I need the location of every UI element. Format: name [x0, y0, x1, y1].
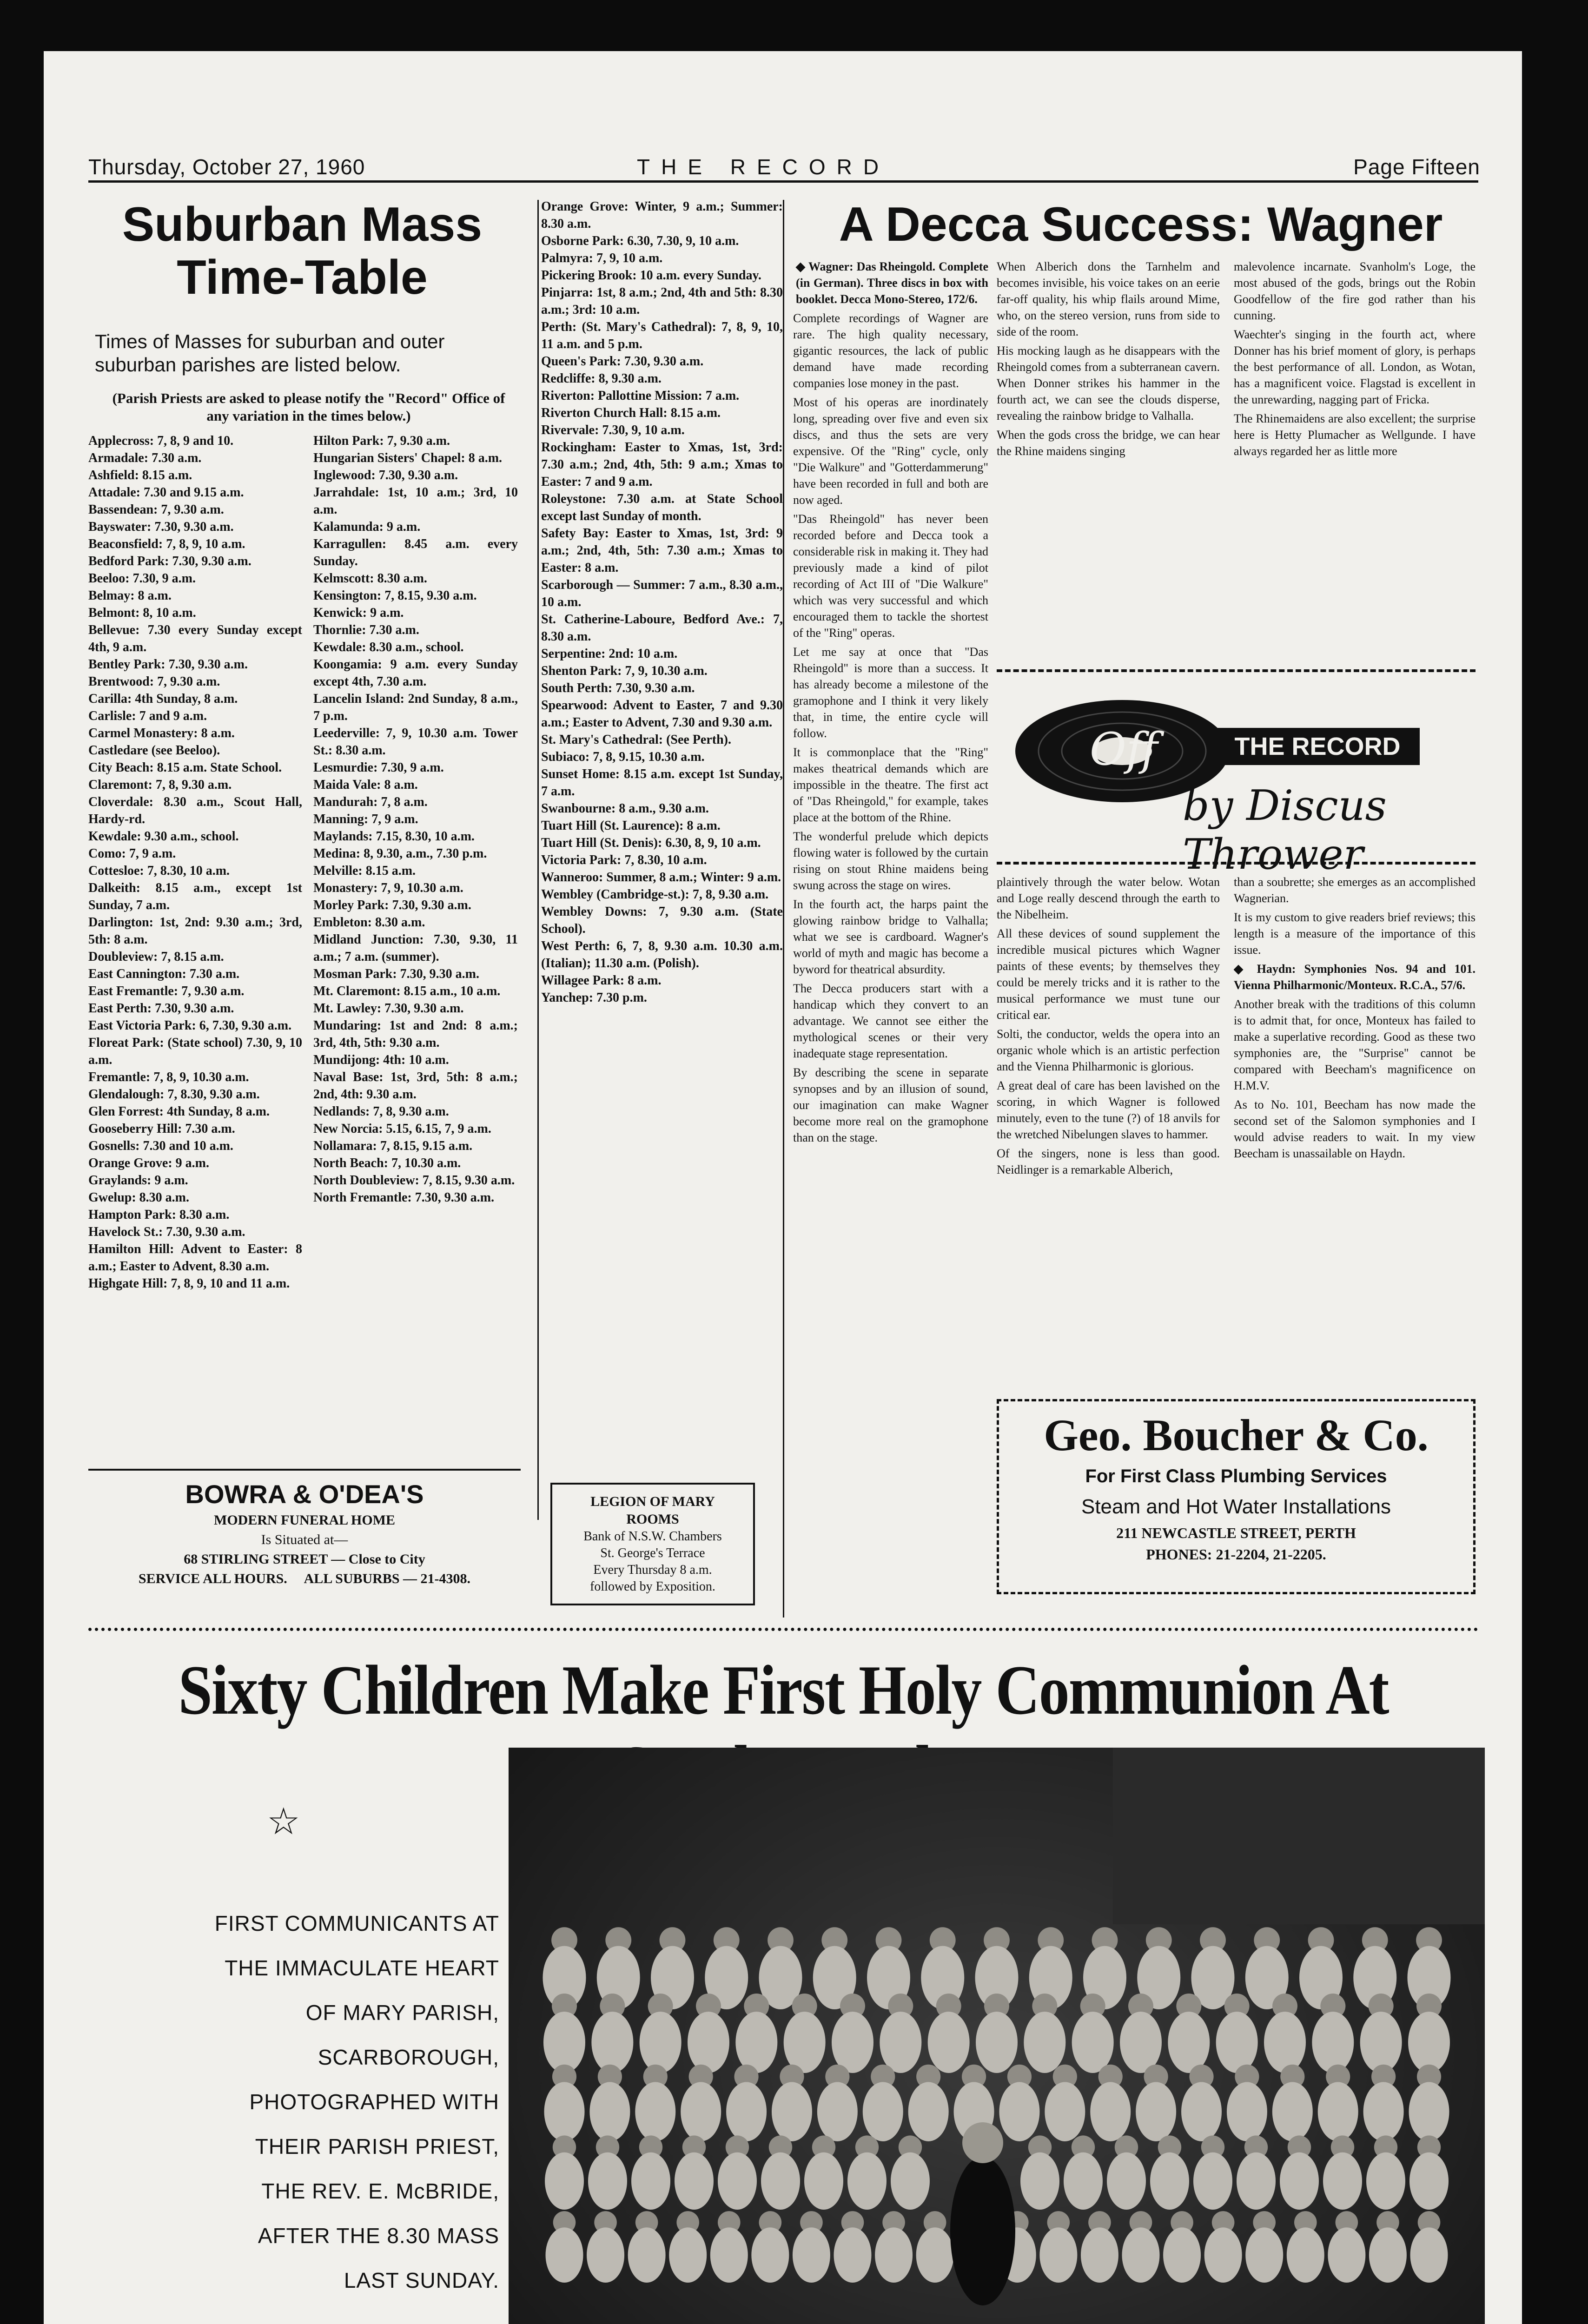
parish-entry: Gwelup: 8.30 a.m. [88, 1190, 189, 1205]
parish-entry: Gosnells: 7.30 and 10 a.m. [88, 1139, 233, 1153]
caption-line: OF MARY PARISH, [305, 2000, 499, 2025]
child-figure [1323, 2152, 1362, 2210]
parish-entry: Pickering Brook: 10 a.m. every Sunday. [541, 268, 761, 283]
parish-entry: Como: 7, 9 a.m. [88, 846, 176, 861]
parish-entry: Karragullen: 8.45 a.m. every Sunday. [313, 537, 518, 568]
child-figure [916, 2227, 954, 2283]
article-paragraph: A great deal of care has been lavished on the scoring, in which Wagner is followed minutely, even to the tune (?) of 18 anvils for the wretched Nibelungen slaves to hammer. [997, 1079, 1220, 1141]
child-figure [1072, 2012, 1114, 2073]
page-number: Page Fifteen [1353, 155, 1480, 179]
article-paragraph: plaintively through the water below. Wotan and Loge really descend through the earth to the Nibelheim. [997, 875, 1220, 921]
parish-entry: Rivervale: 7.30, 9, 10 a.m. [541, 423, 685, 437]
parish-entry: Mosman Park: 7.30, 9.30 a.m. [313, 967, 479, 981]
parish-entry: Wembley (Cambridge-st.): 7, 8, 9.30 a.m. [541, 887, 769, 902]
parish-entry: Carmel Monastery: 8 a.m. [88, 726, 235, 740]
caption-line: AFTER THE 8.30 MASS [258, 2224, 499, 2248]
caption-line: SCARBOROUGH, [318, 2045, 499, 2069]
parish-entry: Riverton: Pallottine Mission: 7 a.m. [541, 389, 740, 403]
child-figure [1181, 2082, 1222, 2141]
child-figure [847, 2152, 887, 2210]
parish-entry: Cottesloe: 7, 8.30, 10 a.m. [88, 864, 230, 878]
parish-entry: East Perth: 7.30, 9.30 a.m. [88, 1001, 234, 1016]
child-figure [804, 2152, 843, 2210]
parish-entry: Armadale: 7.30 a.m. [88, 451, 202, 465]
child-figure [688, 2012, 729, 2073]
parish-entry: Swanbourne: 8 a.m., 9.30 a.m. [541, 801, 709, 816]
ad-rule [88, 1469, 521, 1471]
boucher-line-4: PHONES: 21-2204, 21-2205. [1146, 1546, 1326, 1563]
child-figure [793, 2227, 830, 2283]
parish-entry: North Doubleview: 7, 8.15, 9.30 a.m. [313, 1173, 515, 1188]
parish-entry: Maida Vale: 8 a.m. [313, 778, 418, 792]
logo-byline: by Discus Thrower [1183, 781, 1387, 879]
child-figure [1245, 2227, 1283, 2283]
bowra-ad [88, 1478, 521, 1589]
parish-entry: Glen Forrest: 4th Sunday, 8 a.m. [88, 1104, 270, 1119]
parish-entry: Victoria Park: 7, 8.30, 10 a.m. [541, 853, 707, 867]
article-paragraph: It is commonplace that the "Ring" makes theatrical demands which are impossible in the theatre. The first act of "Das Rheingold," for example, takes place at the bottom of the Rhine. [793, 746, 988, 824]
parish-entry: Floreat Park: (State school) 7.30, 9, 10 a.m. [88, 1036, 302, 1067]
parish-entry: Ashfield: 8.15 a.m. [88, 468, 192, 482]
child-figure [880, 2012, 921, 2073]
parish-entry: Darlington: 1st, 2nd: 9.30 a.m.; 3rd, 5th: 8 a.m. [88, 915, 302, 947]
parish-entry: Kelmscott: 8.30 a.m. [313, 571, 427, 586]
child-figure [1081, 2227, 1118, 2283]
legion-line-4: St. George's Terrace [600, 1546, 705, 1560]
child-figure [1024, 2012, 1065, 2073]
article-paragraph: Solti, the conductor, welds the opera into an organic whole which is an artistic perfection and the Vienna Philharmonic is glorious. [997, 1027, 1220, 1073]
child-figure [1410, 2227, 1448, 2283]
child-figure [1107, 2152, 1146, 2210]
child-figure [1312, 2012, 1354, 2073]
child-figure [891, 2152, 930, 2210]
child-figure [863, 2082, 903, 2141]
parish-entry: Hungarian Sisters' Chapel: 8 a.m. [313, 451, 503, 465]
article-paragraph: Another break with the traditions of this column is to admit that, for once, Monteux has failed to make a superlative recording. Good as these two symphonies are, the "Surprise" cannot be compared with Beecham's magnificence on H.M.V. [1234, 997, 1476, 1092]
article-paragraph: The Decca producers start with a handicap which they convert to an advantage. We cannot see either the mythological scenes or their very inadequate stage representation. [793, 982, 988, 1060]
child-figure [1090, 2082, 1131, 2141]
article-paragraph: His mocking laugh as he disappears with the Rheingold comes from a subterranean cavern. When Donner strikes his hammer in the fourth act, we can see the clouds disperse, revealing the rainbow bridge to Valhalla. [997, 344, 1220, 423]
child-figure [1369, 2227, 1407, 2283]
child-figure [681, 2082, 721, 2141]
parish-entry: Bayswater: 7.30, 9.30 a.m. [88, 520, 234, 534]
parish-entry: Sunset Home: 8.15 a.m. except 1st Sunday, 7 a.m. [541, 767, 783, 799]
paper-name: THE RECORD [637, 155, 890, 179]
parish-entry: Kalamunda: 9 a.m. [313, 520, 421, 534]
bowra-line-3: 68 STIRLING STREET — Close to City [184, 1552, 425, 1567]
mass-list-column-2 [313, 432, 518, 1446]
parish-entry: Spearwood: Advent to Easter, 7 and 9.30 a.m.; Easter to Advent, 7.30 and 9.30 a.m. [541, 698, 783, 730]
parish-entry: Manning: 7, 9 a.m. [313, 812, 418, 826]
child-figure [817, 2082, 858, 2141]
child-figure [710, 2227, 748, 2283]
parish-entry: Highgate Hill: 7, 8, 9, 10 and 11 a.m. [88, 1276, 290, 1291]
parish-entry: Thornlie: 7.30 a.m. [313, 623, 419, 637]
parish-entry: Monastery: 7, 9, 10.30 a.m. [313, 881, 463, 895]
parish-entry: Bedford Park: 7.30, 9.30 a.m. [88, 554, 251, 568]
child-figure [726, 2082, 767, 2141]
parish-entry: Lesmurdie: 7.30, 9 a.m. [313, 760, 444, 775]
parish-entry: St. Catherine-Laboure, Bedford Ave.: 7, 8.30 a.m. [541, 612, 783, 644]
parish-entry: Melville: 8.15 a.m. [313, 864, 416, 878]
bowra-line-4: SERVICE ALL HOURS. ALL SUBURBS — 21-4308. [138, 1571, 471, 1586]
parish-entry: Palmyra: 7, 9, 10 a.m. [541, 251, 663, 265]
star-icon: ☆ [267, 1802, 300, 1842]
boucher-name: Geo. Boucher & Co. [1044, 1410, 1429, 1460]
child-figure [1287, 2227, 1324, 2283]
parish-entry: Leederville: 7, 9, 10.30 a.m. Tower St.: 8.30 a.m. [313, 726, 518, 758]
child-figure [1280, 2152, 1319, 2210]
parish-entry: New Norcia: 5.15, 6.15, 7, 9 a.m. [313, 1122, 491, 1136]
newspaper-page [44, 51, 1522, 2324]
parish-entry: Perth: (St. Mary's Cathedral): 7, 8, 9, 10, 11 a.m. and 5 p.m. [541, 320, 783, 351]
parish-entry: St. Mary's Cathedral: (See Perth). [541, 733, 732, 747]
parish-entry: South Perth: 7.30, 9.30 a.m. [541, 681, 695, 695]
article-paragraph: The wonderful prelude which depicts flowing water is followed by the curtain rising on stout Rhine maidens being swung across the stage on wires. [793, 830, 988, 892]
decca-column-1 [793, 258, 988, 1606]
legion-line-5: Every Thursday 8 a.m. [593, 1563, 712, 1577]
issue-date: Thursday, October 27, 1960 [88, 155, 365, 179]
article-paragraph: "Das Rheingold" has never been recorded before and Decca took a considerable risk in making it. They had previously made a kind of pilot recording of Act III of "Die Walkure" which was very successful and which encouraged them to tackle the shortest of the "Ring" operas. [793, 512, 988, 640]
child-figure [635, 2082, 675, 2141]
child-figure [832, 2012, 873, 2073]
child-figure [1193, 2152, 1232, 2210]
logo-word-off: Off [1090, 723, 1158, 775]
child-figure [1227, 2082, 1267, 2141]
parish-entry: Beaconsfield: 7, 8, 9, 10 a.m. [88, 537, 245, 551]
parish-entry: Mt. Lawley: 7.30, 9.30 a.m. [313, 1001, 464, 1016]
parish-entry: Osborne Park: 6.30, 7.30, 9, 10 a.m. [541, 234, 739, 248]
article-paragraph: Complete recordings of Wagner are rare. The high quality necessary, gigantic resources, the lack of public demand have made recording companies lose money in the past. [793, 311, 988, 390]
parish-entry: Tuart Hill (St. Denis): 6.30, 8, 9, 10 a.m. [541, 836, 761, 850]
article-paragraph: malevolence incarnate. Svanholm's Loge, the most abused of the gods, brings out the Robin Goodfellow of the fire god rather than his cunning. [1234, 260, 1476, 322]
parish-entry: Roleystone: 7.30 a.m. at State School except last Sunday of month. [541, 492, 783, 523]
section-divider [88, 1628, 1478, 1631]
parish-entry: Scarborough — Summer: 7 a.m., 8.30 a.m., 10 a.m. [541, 578, 783, 609]
article-paragraph: All these devices of sound supplement the incredible musical pictures which Wagner paints of these events; by themselves they could be merely tricks and it is rather to the musical performance we must tune our critical ear. [997, 927, 1220, 1022]
child-figure [1408, 2012, 1450, 2073]
child-figure [718, 2152, 757, 2210]
parish-entry: Carilla: 4th Sunday, 8 a.m. [88, 692, 238, 706]
parish-entry: Kewdale: 8.30 a.m., school. [313, 640, 464, 654]
parish-entry: Tuart Hill (St. Laurence): 8 a.m. [541, 819, 721, 833]
child-figure [669, 2227, 707, 2283]
child-figure [1039, 2227, 1077, 2283]
legion-line-2: ROOMS [626, 1512, 679, 1527]
parish-entry: East Victoria Park: 6, 7.30, 9.30 a.m. [88, 1018, 292, 1033]
article-paragraph: In the fourth act, the harps paint the glowing rainbow bridge to Valhalla; what we see is cardboard. Wagner's world of myth and magic has become a byword for theatrical absurdity. [793, 898, 988, 976]
parish-entry: Bentley Park: 7.30, 9.30 a.m. [88, 657, 248, 672]
parish-entry: Fremantle: 7, 8, 9, 10.30 a.m. [88, 1070, 249, 1084]
parish-entry: Orange Grove: 9 a.m. [88, 1156, 209, 1170]
masthead-rule [88, 180, 1478, 183]
decca-headline: A Decca Success: Wagner [839, 198, 1443, 251]
parish-entry: Mundijong: 4th: 10 a.m. [313, 1053, 449, 1067]
child-figure [1409, 2152, 1449, 2210]
parish-entry: Nollamara: 7, 8.15, 9.15 a.m. [313, 1139, 473, 1153]
child-figure [772, 2082, 812, 2141]
boucher-line-1: For First Class Plumbing Services [1085, 1466, 1387, 1486]
parish-entry: Beeloo: 7.30, 9 a.m. [88, 571, 196, 586]
parish-entry: Glendalough: 7, 8.30, 9.30 a.m. [88, 1087, 260, 1102]
legion-line-6: followed by Exposition. [590, 1579, 715, 1594]
bowra-line-2: Is Situated at— [261, 1532, 348, 1547]
child-figure [1360, 2012, 1402, 2073]
child-figure [628, 2227, 666, 2283]
legion-of-mary-ad [550, 1483, 755, 1605]
parish-entry: Redcliffe: 8, 9.30 a.m. [541, 371, 662, 386]
article-paragraph: Waechter's singing in the fourth act, where Donner has his brief moment of glory, is perhaps the best performance of all. London, as Wotan, has a magnificent voice. Flagstad is excellent in the unrewarding, nagging part of Fricka. [1234, 328, 1476, 406]
legion-line-1: LEGION OF MARY [590, 1494, 715, 1509]
child-figure [1237, 2152, 1276, 2210]
child-figure [1272, 2082, 1313, 2141]
parish-entry: Dalkeith: 8.15 a.m., except 1st Sunday, 7 a.m. [88, 881, 302, 912]
child-figure [1409, 2082, 1449, 2141]
child-figure [784, 2012, 826, 2073]
child-figure [640, 2012, 682, 2073]
parish-entry: Koongamia: 9 a.m. every Sunday except 4th, 7.30 a.m. [313, 657, 518, 689]
column-rule [537, 200, 539, 1520]
parish-entry: Havelock St.: 7.30, 9.30 a.m. [88, 1225, 245, 1239]
parish-entry: Medina: 8, 9.30, a.m., 7.30 p.m. [313, 846, 487, 861]
mass-timetable-note: (Parish Priests are asked to please notify the "Record" Office of any variation in the times below.) [112, 390, 505, 424]
parish-entry: Yanchep: 7.30 p.m. [541, 990, 647, 1005]
child-figure [1318, 2082, 1358, 2141]
parish-entry: Mt. Claremont: 8.15 a.m., 10 a.m. [313, 984, 501, 998]
parish-entry: Orange Grove: Winter, 9 a.m.; Summer: 8.30 a.m. [541, 199, 783, 231]
child-figure [1363, 2082, 1404, 2141]
parish-entry: North Beach: 7, 10.30 a.m. [313, 1156, 461, 1170]
parish-entry: Bassendean: 7, 9.30 a.m. [88, 502, 224, 517]
caption-line: THEIR PARISH PRIEST, [255, 2134, 499, 2159]
child-figure [589, 2082, 630, 2141]
decca-column-2-bottom [997, 874, 1220, 1394]
parish-entry: Bellevue: 7.30 every Sunday except 4th, 9 a.m. [88, 623, 302, 654]
parish-entry: Hampton Park: 8.30 a.m. [88, 1208, 230, 1222]
child-figure [1150, 2152, 1189, 2210]
parish-entry: Serpentine: 2nd: 10 a.m. [541, 647, 678, 661]
bowra-line-1: MODERN FUNERAL HOME [214, 1512, 395, 1528]
parish-entry: Shenton Park: 7, 9, 10.30 a.m. [541, 664, 708, 678]
child-figure [928, 2012, 970, 2073]
column-rule [783, 200, 784, 1618]
parish-entry: Hilton Park: 7, 9.30 a.m. [313, 434, 450, 448]
parish-entry: West Perth: 6, 7, 8, 9.30 a.m. 10.30 a.m. (Italian); 11.30 a.m. (Polish). [541, 939, 783, 971]
parish-entry: Kenwick: 9 a.m. [313, 606, 404, 620]
parish-entry: Mandurah: 7, 8 a.m. [313, 795, 428, 809]
parish-entry: Rockingham: Easter to Xmas, 1st, 3rd: 7.30 a.m.; 2nd, 4th, 5th: 9 a.m.; Xmas to Easter: 7 and 9 a.m. [541, 440, 783, 489]
child-figure [735, 2012, 777, 2073]
child-figure [1064, 2152, 1103, 2210]
group-photograph [509, 1748, 1485, 2324]
parish-entry: Embleton: 8.30 a.m. [313, 915, 425, 930]
parish-entry: Naval Base: 1st, 3rd, 5th: 8 a.m.; 2nd, 4th: 9.30 a.m. [313, 1070, 518, 1102]
decca-column-2-top [997, 258, 1220, 658]
parish-entry: Jarrahdale: 1st, 10 a.m.; 3rd, 10 a.m. [313, 485, 518, 517]
child-figure [1216, 2012, 1258, 2073]
haydn-record-line: Haydn: Symphonies Nos. 94 and 101. Vienna Philharmonic/Monteux. R.C.A., 57/6. [1234, 962, 1476, 992]
parish-entry: Graylands: 9 a.m. [88, 1173, 188, 1188]
column-logo [997, 669, 1476, 879]
article-paragraph: When the gods cross the bridge, we can hear the Rhine maidens singing [997, 428, 1220, 458]
child-figure [1120, 2012, 1162, 2073]
parish-entry: Midland Junction: 7.30, 9.30, 11 a.m.; 7 a.m. (summer). [313, 932, 518, 964]
child-figure [1020, 2152, 1059, 2210]
photo-caption [90, 1901, 499, 2303]
parish-entry: Mundaring: 1st and 2nd: 8 a.m.; 3rd, 4th, 5th: 9.30 a.m. [313, 1018, 518, 1050]
boucher-line-2: Steam and Hot Water Installations [1081, 1495, 1391, 1518]
child-figure [546, 2227, 583, 2283]
parish-entry: City Beach: 8.15 a.m. State School. [88, 760, 282, 775]
child-figure [834, 2227, 872, 2283]
parish-entry: Safety Bay: Easter to Xmas, 1st, 3rd: 9 a.m.; 2nd, 4th, 5th: 7.30 a.m.; Xmas to Easter: 8 a.m. [541, 526, 783, 575]
parish-entry: Gooseberry Hill: 7.30 a.m. [88, 1122, 235, 1136]
caption-line: FIRST COMMUNICANTS AT [214, 1911, 499, 1935]
communion-headline: Sixty Children Make First Holy Communion At [178, 1651, 1389, 1730]
boucher-line-3: 211 NEWCASTLE STREET, PERTH [1116, 1525, 1356, 1541]
record-bullet-icon: ◆ [796, 260, 808, 273]
parish-entry: Castledare (see Beeloo). [88, 743, 220, 758]
child-figure [1328, 2227, 1365, 2283]
child-figure [675, 2152, 714, 2210]
child-figure [1204, 2227, 1242, 2283]
child-figure [545, 2152, 584, 2210]
parish-entry: Morley Park: 7.30, 9.30 a.m. [313, 898, 471, 912]
parish-entry: Hamilton Hill: Advent to Easter: 8 a.m.; Easter to Advent, 8.30 a.m. [88, 1242, 302, 1274]
child-figure [1163, 2227, 1201, 2283]
parish-entry: Queen's Park: 7.30, 9.30 a.m. [541, 354, 704, 369]
mass-timetable-title: Suburban Mass Time-Table [122, 198, 483, 305]
parish-entry: Belmont: 8, 10 a.m. [88, 606, 196, 620]
parish-entry: Pinjarra: 1st, 8 a.m.; 2nd, 4th and 5th: 8.30 a.m.; 3rd: 10 a.m. [541, 285, 783, 317]
parish-entry: Riverton Church Hall: 8.15 a.m. [541, 406, 721, 420]
parish-entry: Wembley Downs: 7, 9.30 a.m. (State School). [541, 905, 783, 936]
child-figure [1168, 2012, 1210, 2073]
mass-timetable-intro: Times of Masses for suburban and outer suburban parishes are listed below. [95, 330, 445, 376]
child-figure [999, 2082, 1039, 2141]
article-paragraph: When Alberich dons the Tarnhelm and becomes invisible, his voice takes on an eerie far-off quality, his whip flails around Mime, who, on the stereo version, runs from side to side of the room. [997, 260, 1220, 338]
parish-entry: Wanneroo: Summer, 8 a.m.; Winter: 9 a.m. [541, 870, 781, 885]
parish-entry: Maylands: 7.15, 8.30, 10 a.m. [313, 829, 475, 844]
article-paragraph: The Rhinemaidens are also excellent; the surprise here is Hetty Plumacher as Wellgunde. I have always regarded her as little more [1234, 412, 1476, 458]
caption-line: LAST SUNDAY. [344, 2268, 499, 2292]
child-figure [976, 2012, 1018, 2073]
parish-entry: Belmay: 8 a.m. [88, 588, 172, 603]
caption-line: PHOTOGRAPHED WITH [249, 2090, 499, 2114]
child-figure [1264, 2012, 1306, 2073]
mass-list-column-1 [88, 432, 302, 1455]
child-figure [543, 2012, 585, 2073]
parish-entry: Cloverdale: 8.30 a.m., Scout Hall, Hardy-rd. [88, 795, 302, 826]
parish-entry: Nedlands: 7, 8, 9.30 a.m. [313, 1104, 449, 1119]
logo-word-the-record: THE RECORD [1215, 728, 1420, 765]
parish-entry: North Fremantle: 7.30, 9.30 a.m. [313, 1190, 495, 1205]
child-figure [761, 2152, 800, 2210]
bowra-name: BOWRA & O'DEA'S [185, 1479, 424, 1509]
parish-entry: Kensington: 7, 8.15, 9.30 a.m. [313, 588, 477, 603]
caption-line: THE IMMACULATE HEART [225, 1956, 499, 1980]
child-figure [631, 2152, 670, 2210]
article-paragraph: It is my custom to give readers brief reviews; this length is a measure of the importance of this issue. [1234, 911, 1476, 957]
child-figure [588, 2152, 627, 2210]
child-figure [908, 2082, 949, 2141]
child-figure [587, 2227, 624, 2283]
caption-line: THE REV. E. McBRIDE, [261, 2179, 499, 2203]
parish-entry: Doubleview: 7, 8.15 a.m. [88, 950, 224, 964]
parish-entry: Brentwood: 7, 9.30 a.m. [88, 674, 220, 689]
rheingold-record-line: Wagner: Das Rheingold. Complete (in German). Three discs in box with booklet. Decca Mono-Stereo, 172/6. [796, 260, 988, 306]
decca-column-3-bottom [1234, 874, 1476, 1394]
legion-line-3: Bank of N.S.W. Chambers [583, 1529, 722, 1544]
parish-entry: East Cannington: 7.30 a.m. [88, 967, 240, 981]
parish-entry: Lancelin Island: 2nd Sunday, 8 a.m., 7 p.m. [313, 692, 518, 723]
article-paragraph: Of the singers, none is less than good. Neidlinger is a remarkable Alberich, [997, 1147, 1220, 1176]
child-figure [544, 2082, 585, 2141]
parish-entry: Attadale: 7.30 and 9.15 a.m. [88, 485, 244, 500]
article-paragraph: As to No. 101, Beecham has now made the second set of the Salomon symphonies and I would advise readers to wait. In my view Beecham is unassailable on Haydn. [1234, 1098, 1476, 1160]
record-bullet-icon: ◆ [1234, 962, 1257, 976]
child-figure [1045, 2082, 1085, 2141]
article-paragraph: By describing the scene in separate synopses and by an illusion of sound, our imagination can make Wagner become more real on the gramophone than on the stage. [793, 1066, 988, 1144]
article-paragraph: Most of his operas are inordinately long, spreading over five and even six discs, and thus the sets are very expensive. Of the "Ring" cycle, only "Die Walkure" and "Gotterdammerung" have been recorded in full and both are now aged. [793, 396, 988, 507]
parish-entry: Carlisle: 7 and 9 a.m. [88, 709, 207, 723]
article-paragraph: Let me say at once that "Das Rheingold" is more than a success. It has already become a milestone of the gramophone and I think it very likely that, in time, the entire cycle will follow. [793, 645, 988, 740]
mass-list-column-3 [541, 198, 783, 1472]
child-figure [1366, 2152, 1405, 2210]
parish-entry: Subiaco: 7, 8, 9.15, 10.30 a.m. [541, 750, 705, 764]
parish-entry: Applecross: 7, 8, 9 and 10. [88, 434, 234, 448]
parish-entry: Willagee Park: 8 a.m. [541, 973, 662, 988]
parish-entry: Claremont: 7, 8, 9.30 a.m. [88, 778, 232, 792]
child-figure [875, 2227, 913, 2283]
decca-column-3-top [1234, 258, 1476, 658]
boucher-ad [997, 1399, 1476, 1594]
child-figure [751, 2227, 789, 2283]
parish-entry: East Fremantle: 7, 9.30 a.m. [88, 984, 245, 998]
child-figure [1122, 2227, 1160, 2283]
child-figure [1136, 2082, 1176, 2141]
parish-entry: Inglewood: 7.30, 9.30 a.m. [313, 468, 458, 482]
parish-entry: Kewdale: 9.30 a.m., school. [88, 829, 239, 844]
article-paragraph: than a soubrette; she emerges as an accomplished Wagnerian. [1234, 875, 1476, 905]
child-figure [591, 2012, 633, 2073]
